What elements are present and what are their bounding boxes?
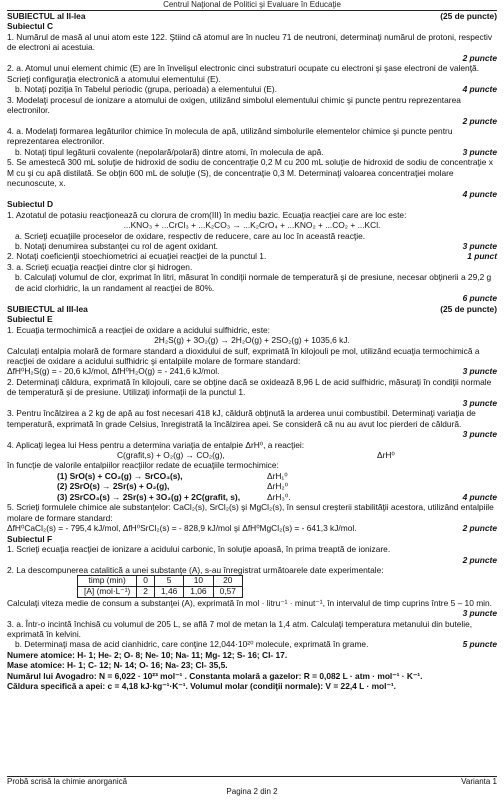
subD-q3-points: 6 puncte (462, 293, 497, 304)
footer-right: Varianta 1 (461, 777, 497, 786)
reaction-2: (2) 2SrO(s) → 2Sr(s) + O₂(g), (57, 481, 170, 492)
table-cell: 20 (213, 576, 242, 587)
constants-avogadro: Numărul lui Avogadro: N = 6,022 · 10²³ mol⁻¹ . Constanta molară a gazelor: R = 0,082 L · atm · mol⁻¹ · K⁻¹. (7, 670, 423, 681)
subC-q2b: b. Notaţi poziţia în Tabelul periodic (grupa, perioada) a elementului (E). (15, 84, 277, 95)
subE-q5-data: ΔfH⁰CaCl₂(s) = - 795,4 kJ/mol, ΔfH⁰SrCl₂(s) = - 828,9 kJ/mol şi ΔfH⁰MgCl₂(s) = - 641,3 kJ/mol. (7, 523, 357, 534)
subiect3-heading (7, 304, 497, 314)
subE-q1-data-row (7, 366, 497, 376)
subE-q1-points: 3 puncte (462, 366, 497, 377)
subC-q2b-row (7, 84, 497, 94)
reaction-3-enthalpy: ΔrH₃⁰. (267, 491, 291, 502)
subE-q1-data: ΔfH⁰H₂S(g) = - 20,6 kJ/mol, ΔfH⁰H₂O(g) = - 241,6 kJ/mol. (7, 366, 220, 377)
subE-q4-eq-right: ΔrH⁰ (377, 450, 395, 461)
subF-q3a: 3. a. Într-o incintă închisă cu volumul de 205 L, se află 7 mol de metan la 1,4 atm. Calculaţi temperatura metanului din butelie, exprimată în kelvini. (7, 618, 473, 640)
constants-heat: Căldura specifică a apei: c = 4,18 kJ·kg⁻¹·K⁻¹. Volumul molar (condiţii normale): V = 22,4 L · mol⁻¹. (7, 681, 396, 692)
subC-q4b-row (7, 147, 497, 157)
table-row (78, 576, 243, 587)
constants-atomic-masses: Mase atomice: H- 1; C- 12; N- 14; O- 16; Na- 23; Cl- 35,5. (7, 660, 228, 671)
header-institution: Centrul Naţional de Politici şi Evaluare în Educaţie (163, 0, 341, 9)
subD-q1: 1. Azotatul de potasiu reacţionează cu clorura de crom(III) în mediu bazic. Ecuaţia reacţiei care are loc este: (7, 209, 407, 220)
table-cell: 0 (137, 576, 155, 587)
subE-title: Subiectul E (7, 314, 53, 325)
table-cell: 0,57 (213, 587, 242, 598)
subE-q5-data-row (7, 523, 497, 533)
subD-q2-row (7, 251, 497, 261)
subF-q2-points: 3 puncte (462, 608, 497, 619)
table-cell: 10 (184, 576, 213, 587)
subE-q1: 1. Ecuaţia termochimică a reacţiei de oxidare a acidului sulfhidric, este: (7, 324, 271, 335)
subE-q3: 3. Pentru încălzirea a 2 kg de apă au fost necesari 418 kJ, căldură obţinută la arderea unui combustibil. Determinaţi variaţia de temperatură, exprimată în grade Celsius, înregistrată la încălzirea apei. Se consideră că nu au avut loc pierderi de căldură. (7, 408, 476, 429)
subC-q2a: 2. a. Atomul unui element chimic (E) are în învelişul electronic cinci substraturi ocupate cu electroni şi şase electroni de valenţă. Scrieţi configuraţia electronică a atomului elementului (E). (7, 63, 480, 84)
reaction-3: (3) 2SrCO₃(s) → 2Sr(s) + 3O₂(g) + 2C(grafit, s), (57, 491, 241, 502)
document-page (7, 0, 497, 692)
subC-q4b: b. Notaţi tipul legăturii covalente (nepolară/polară) dintre atomi, în molecula de apă. (15, 146, 324, 157)
subiect2-heading (7, 11, 497, 21)
subC-title: Subiectul C (7, 21, 54, 32)
reaction-2-enthalpy: ΔrH₂⁰ (267, 481, 289, 492)
subE-q3-points: 3 puncte (462, 429, 497, 440)
footer-page-number: Pagina 2 din 2 (226, 787, 278, 796)
subF-q1: 1. Scrieţi ecuaţia reacţiei de ionizare a acidului carbonic, în soluţie apoasă, în prima treaptă de ionizare. (7, 544, 391, 555)
subD-q1b: b. Notaţi denumirea substanţei cu rol de agent oxidant. (15, 240, 218, 251)
reaction-1-enthalpy: ΔrH₁⁰ (267, 470, 288, 481)
subC-q5-points: 4 puncte (462, 188, 497, 199)
subE-q4-points: 4 puncte (462, 491, 497, 502)
subE-q4-reaction-1 (57, 471, 497, 481)
subD-q2-points: 1 punct (467, 251, 497, 262)
subC-q1: 1. Numărul de masă al unui atom este 122. Ştiind că atomul are în nucleu 71 de neutroni, determinaţi numărul de protoni, respectiv de electroni ai acestuia. (7, 31, 493, 53)
table-cell: 2 (137, 587, 155, 598)
subC-q4a: 4. a. Modelaţi formarea legăturilor chimice în molecula de apă, utilizând simbolurile elementelor chimice şi puncte pentru reprezentarea electronilor. (7, 125, 453, 147)
subD-q2: 2. Notaţi coeficienţii stoechiometrici ai ecuaţiei reacţiei de la punctul 1. (7, 251, 267, 262)
subE-q4-reaction-3 (57, 492, 357, 502)
kinetics-table (77, 575, 243, 597)
subF-title: Subiectul F (7, 533, 53, 544)
footer-row (7, 776, 497, 787)
subE-q5: 5. Scrieţi formulele chimice ale substanţelor: CaCl₂(s), SrCl₂(s) şi MgCl₂(s), în sensul creşterii stabilităţii acestora, utilizând entalpiile molare de formare standard: (7, 502, 494, 523)
table-cell: 1,46 (154, 587, 183, 598)
subF-q3b-row (7, 639, 497, 649)
subE-q2: 2. Determinaţi căldura, exprimată în kilojouli, care se obţine dacă se oxidează 8,96 L de acid sulfhidric, măsuraţi în condiţii normale de temperatură şi de presiune. Utilizaţi informaţii de la punctul 1. (7, 376, 492, 398)
subF-q3b: b. Determinaţi masa de acid cianhidric, care conţine 12,044·10²⁰ molecule, exprimată în grame. (15, 639, 369, 650)
subF-q2: 2. La descompunerea catalitică a unei substanţe (A), s-au înregistrat următoarele date experimentale: (7, 565, 384, 576)
subC-q1-points: 2 puncte (462, 52, 497, 63)
table-row (78, 587, 243, 598)
subE-q5-points: 2 puncte (462, 523, 497, 534)
subC-q5: 5. Se amestecă 300 mL soluţie de hidroxid de sodiu de concentraţie 0,2 M cu 200 mL soluţie de hidroxid de sodiu de concentraţie x M cu şi cu apă distilată. Se obţin 600 mL de soluţie (S), de concentraţie 0,3 M. Determinaţi valoarea concentraţiei molare necunoscute, x. (7, 157, 493, 189)
subC-q3-points: 2 puncte (462, 115, 497, 126)
subE-q4-reaction-2 (57, 481, 497, 491)
subD-q3b: b. Calculaţi volumul de clor, exprimat în litri, măsurat în condiţii normale de temperatură şi de presiune, necesar obţinerii a 29,2 g de acid clorhidric, la un randament al reacţiei de 80%. (15, 272, 492, 293)
subiect2-title: SUBIECTUL al II-lea (7, 11, 86, 21)
subD-equation: ...KNO₃ + ...CrCl₃ + ...K₂CO₃ → ...K₂CrO₄ + ...KNO₂ + ...CO₂ + ...KCl. (123, 220, 381, 231)
table-cell: [A] (mol·L⁻¹) (78, 587, 137, 598)
subiect3-points: (25 de puncte) (440, 303, 497, 314)
table-cell: timp (min) (78, 576, 137, 587)
subE-equation: 2H₂S(g) + 3O₂(g) → 2H₂O(g) + 2SO₂(g) + 1035,6 kJ. (154, 335, 350, 346)
subE-q2-points: 3 puncte (462, 397, 497, 408)
reaction-1: (1) SrO(s) + CO₂(g) → SrCO₃(s), (57, 470, 183, 481)
subD-q1a: a. Scrieţi ecuaţiile proceselor de oxidare, respectiv de reducere, care au loc în această reacţie. (15, 230, 366, 241)
subE-q1-text: Calculaţi entalpia molară de formare standard a dioxidului de sulf, exprimată în kilojouli pe mol, utilizând ecuaţia termochimică a reacţiei de oxidare a acidului sulfhidric şi entalpiile molare de formare standard: (7, 345, 480, 366)
subE-q4-reaction-3-row (7, 492, 497, 502)
subE-q4: 4. Aplicaţi legea lui Hess pentru a determina variaţia de entalpie ΔrH⁰, a reacţiei: (7, 439, 305, 450)
subC-q3: 3. Modelaţi procesul de ionizare a atomului de oxigen, utilizând simbolul elementului chimic şi puncte pentru reprezentarea electronilor. (7, 94, 461, 116)
subiect3-title: SUBIECTUL al III-lea (7, 303, 88, 314)
subD-q1-points: 3 puncte (462, 240, 497, 251)
subiect2-points: (25 de puncte) (440, 11, 497, 21)
subD-q3a: 3. a. Scrieţi ecuaţia reacţiei dintre clor şi hidrogen. (7, 261, 193, 272)
page-footer (7, 776, 497, 797)
subE-q4-text: în funcţie de valorile entalpiilor reacţiilor redate de ecuaţiile termochimice: (7, 460, 279, 471)
footer-left: Probă scrisă la chimie anorganică (7, 777, 128, 786)
subE-q4-equation (117, 450, 497, 460)
subC-q4-points: 3 puncte (462, 146, 497, 157)
subF-q1-points: 2 puncte (462, 554, 497, 565)
subF-q3-points: 5 puncte (462, 639, 497, 650)
subC-q2-points: 4 puncte (462, 84, 497, 95)
subD-q1b-row (7, 241, 497, 251)
table-cell: 1,06 (184, 587, 213, 598)
subD-title: Subiectul D (7, 199, 54, 210)
table-cell: 5 (154, 576, 183, 587)
subE-q4-eq-left: C(grafit,s) + O₂(g) → CO₂(g), (117, 450, 225, 461)
subF-q2-text: Calculaţi viteza medie de consum a substanţei (A), exprimată în mol · litru⁻¹ · minut⁻¹, în intervalul de timp cuprins între 5 – 10 min. (7, 597, 493, 608)
constants-atomic-numbers: Numere atomice: H- 1; He- 2; O- 8; Ne- 10; Na- 11; Mg- 12; S- 16; Cl- 17. (7, 649, 288, 660)
